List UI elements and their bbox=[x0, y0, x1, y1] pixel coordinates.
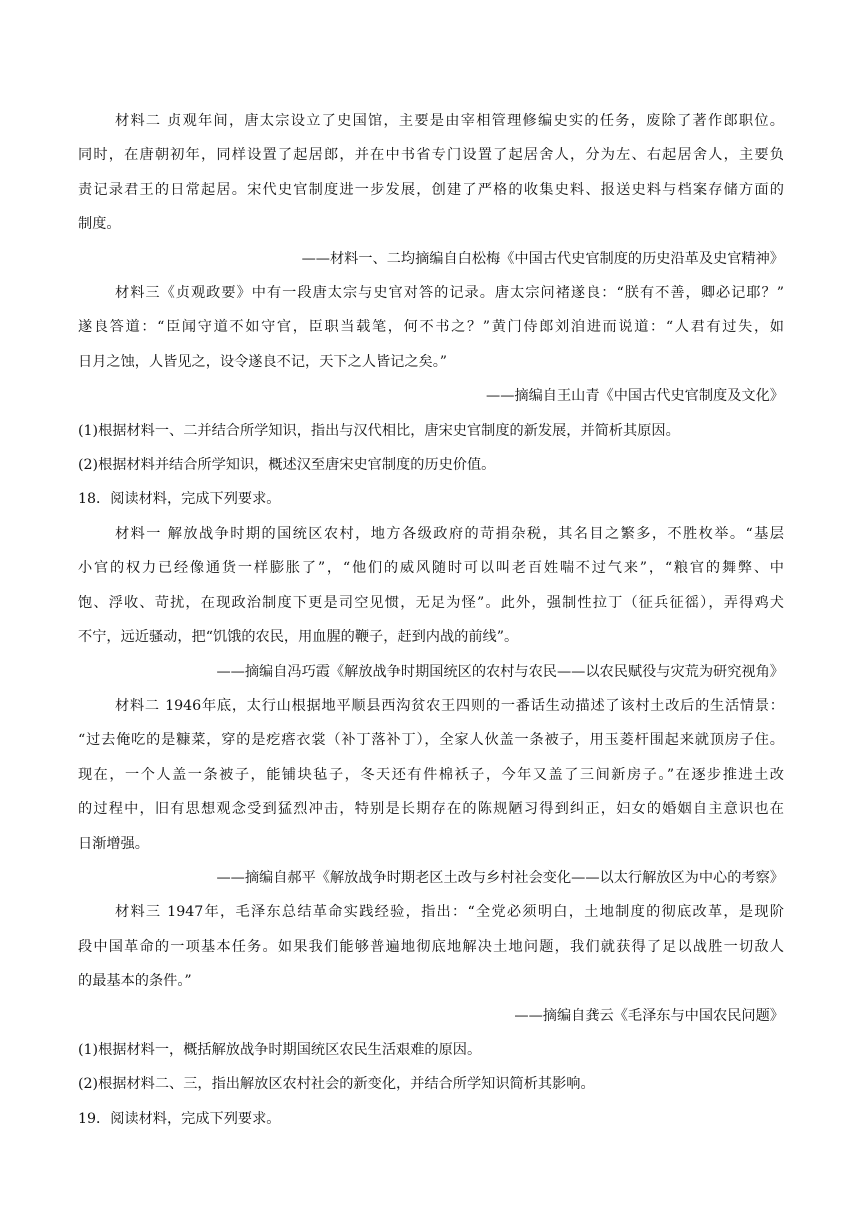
paragraph-line: 材料三《贞观政要》中有一段唐太宗与史官对答的记录。唐太宗问褚遂良：“朕有不善，卿必记耶？” bbox=[115, 285, 784, 302]
source-citation: ——摘编自龚云《毛泽东与中国农民问题》 bbox=[514, 1007, 784, 1024]
source-citation: ——摘编自郝平《解放战争时期老区土改与乡村社会变化——以太行解放区为中心的考察》 bbox=[216, 869, 784, 886]
paragraph-line: 材料一 解放战争时期的国统区农村，地方各级政府的苛捐杂税，其名目之繁多，不胜枚举。“基层 bbox=[115, 525, 784, 542]
paragraph-line: 制度。 bbox=[78, 216, 121, 233]
source-citation: ——材料一、二均摘编自白松梅《中国古代史官制度的历史沿革及史官精神》 bbox=[301, 250, 784, 267]
paragraph-line: 责记录君王的日常起居。宋代史官制度进一步发展，创建了严格的收集史料、报送史料与档案存储方面的 bbox=[78, 181, 784, 198]
source-citation: ——摘编自冯巧霞《解放战争时期国统区的农村与农民——以农民赋役与灾荒为研究视角》 bbox=[216, 663, 784, 680]
sub-question: (1)根据材料一，概括解放战争时期国统区农民生活艰难的原因。 bbox=[78, 1041, 482, 1058]
paragraph-line: 遂良答道：“臣闻守道不如守官，臣职当载笔，何不书之？”黄门侍郎刘洎进而说道：“人君有过失，如 bbox=[78, 319, 784, 336]
source-citation: ——摘编自王山青《中国古代史官制度及文化》 bbox=[486, 388, 784, 405]
paragraph-line: 日渐增强。 bbox=[78, 835, 149, 852]
sub-question: (2)根据材料二、三，指出解放区农村社会的新变化，并结合所学知识简析其影响。 bbox=[78, 1076, 595, 1093]
paragraph-line: 同时，在唐朝初年，同样设置了起居郎，并在中书省专门设置了起居舍人，分为左、右起居舍人，主要负 bbox=[78, 147, 784, 164]
paragraph-line: 饱、浮收、苛扰，在现政治制度下更是司空见惯，无足为怪”。此外，强制性拉丁（征兵征徭），弄得鸡犬 bbox=[78, 594, 784, 611]
question-title: 18．阅读材料，完成下列要求。 bbox=[78, 491, 281, 508]
paragraph-line: 小官的权力已经像通货一样膨胀了”，“他们的威风随时可以叫老百姓喘不过气来”，“粮官的舞弊、中 bbox=[78, 560, 784, 577]
paragraph-line: 日月之蚀，人皆见之，设令遂良不记，天下之人皆记之矣。” bbox=[78, 353, 448, 370]
paragraph-line: 的过程中，旧有思想观念受到猛烈冲击，特别是长期存在的陈规陋习得到纠正，妇女的婚姻自主意识也在 bbox=[78, 801, 784, 818]
paragraph-line: 材料三 1947年，毛泽东总结革命实践经验，指出：“全党必须明白，土地制度的彻底改革，是现阶 bbox=[115, 904, 784, 921]
question-title: 19．阅读材料，完成下列要求。 bbox=[78, 1110, 281, 1127]
sub-question: (1)根据材料一、二并结合所学知识，指出与汉代相比，唐宋史官制度的新发展，并简析其原因。 bbox=[78, 422, 680, 439]
sub-question: (2)根据材料并结合所学知识，概述汉至唐宋史官制度的历史价值。 bbox=[78, 457, 496, 474]
paragraph-line: 材料二 1946年底，太行山根据地平顺县西沟贫农王四则的一番话生动描述了该村土改后的生活情景： bbox=[115, 697, 784, 714]
document-page bbox=[78, 104, 784, 1136]
paragraph-line: “过去俺吃的是糠菜，穿的是疙瘩衣裳（补丁落补丁），全家人伙盖一条被子，用玉菱杆围起来就顶房子住。 bbox=[78, 732, 784, 749]
paragraph-line: 不宁，远近骚动，把“饥饿的农民，用血腥的鞭子，赶到内战的前线”。 bbox=[78, 629, 519, 646]
paragraph-line: 现在，一个人盖一条被子，能铺块毡子，冬天还有件棉袄子，今年又盖了三间新房子。”在逐步推进土改 bbox=[78, 766, 784, 783]
paragraph-line: 段中国革命的一项基本任务。如果我们能够普遍地彻底地解决土地问题，我们就获得了足以战胜一切敌人 bbox=[78, 938, 784, 955]
paragraph-line: 材料二 贞观年间，唐太宗设立了史国馆，主要是由宰相管理修编史实的任务，废除了著作郎职位。 bbox=[115, 113, 784, 129]
paragraph-line: 的最基本的条件。” bbox=[78, 973, 192, 990]
